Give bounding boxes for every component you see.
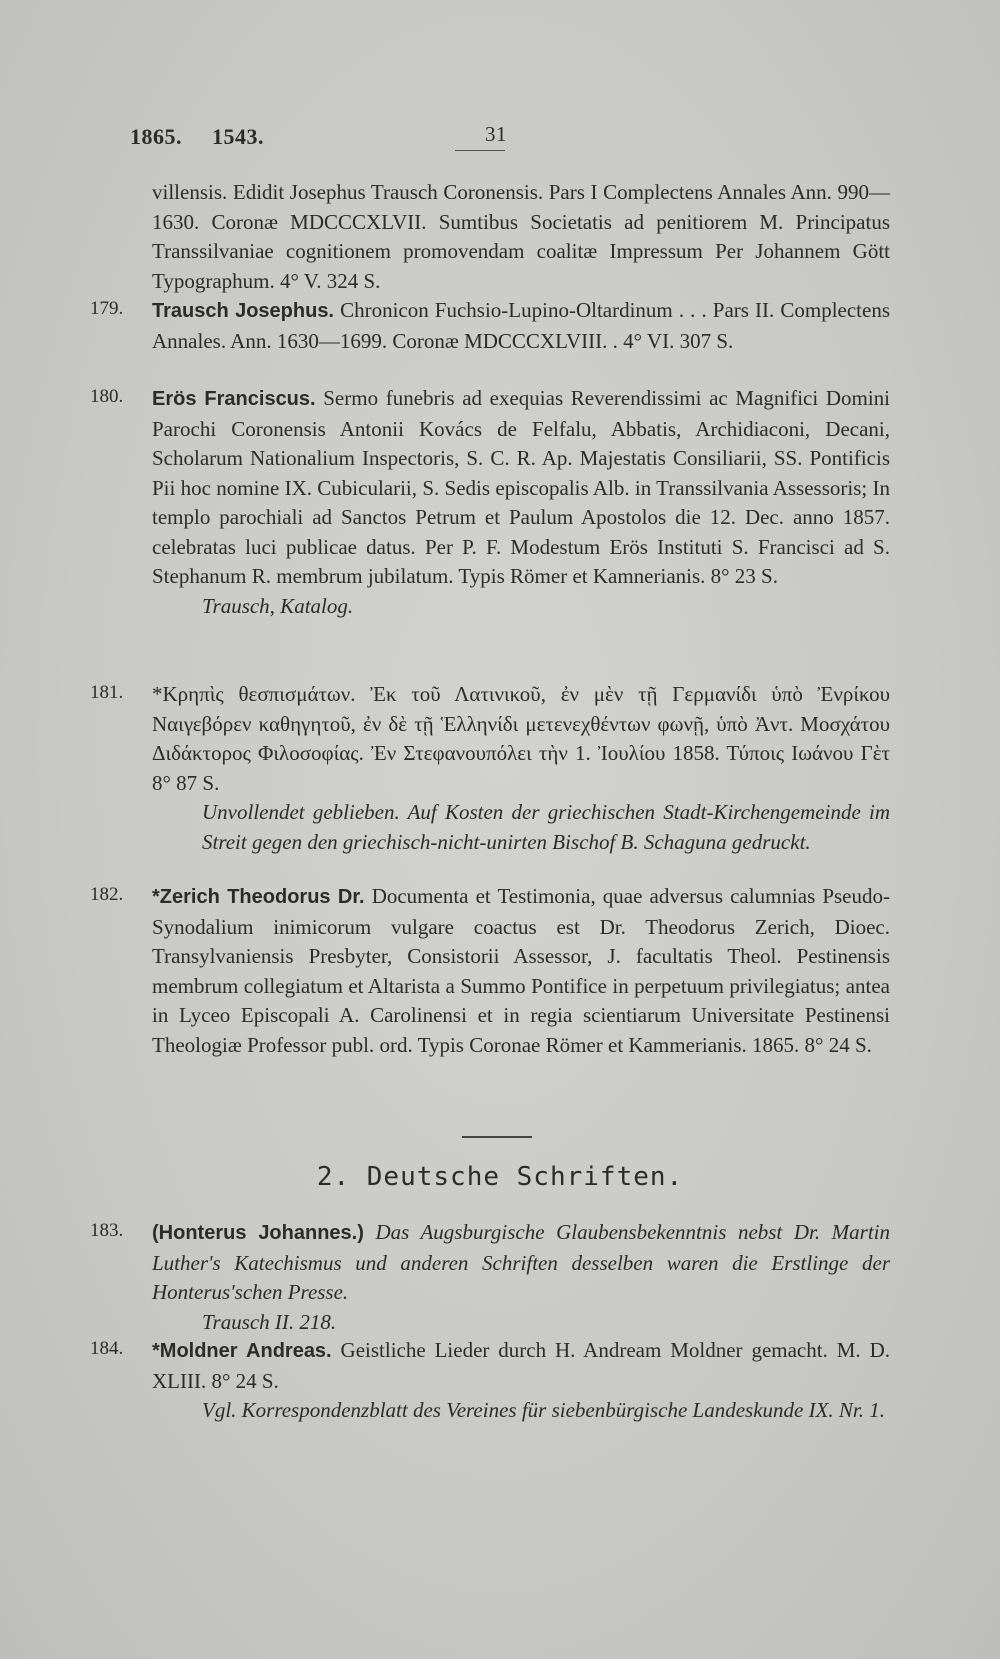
entry-note: Unvollendet geblieben. Auf Kosten der griechischen Stadt-Kirchengemeinde im Streit gegen den griechisch-nicht-unirten Bischof B. Schaguna gedruckt. [202,800,890,854]
header-rule [455,150,505,151]
entry-author: (Honterus Johannes.) [152,1222,364,1244]
entry-body [152,384,890,621]
entry-body [152,882,890,1060]
entry-number: 179. [90,298,124,319]
entry-note: Trausch, Katalog. [202,593,354,618]
page-header [130,122,507,150]
section-divider [462,1136,532,1138]
entry-number: 183. [90,1220,124,1241]
entry-author: Trausch Josephus. [152,300,334,322]
entry-text: *Κρηπὶς θεσπισμάτων. Ἐκ τοῦ Λατινικοῦ, ἐν μὲν τῇ Γερμανίδι ὑπὸ Ἐνρίκου Ναιγεβόρεν καθηγητοῦ, ἐν δὲ τῇ Ἑλληνίδι μετενεχθέντων φωνῇ, ὑπὸ Ἀντ. Μοσχάτου Διδάκτορος Φιλοσοφίας. Ἐν Στεφανουπόλει τὴν 1. Ἰουλίου 1858. Τύποις Ιωάνου Γὲτ 8° 87 S. [152,682,890,795]
entry-number: 180. [90,386,124,407]
entry-author: Erös Franciscus. [152,388,316,410]
entry-body [152,680,890,857]
entry-text: Geistliche Lieder durch H. Andream Moldner gemacht. M. D. XLIII. 8° 24 S. [152,1338,890,1393]
entry-number: 182. [90,884,124,905]
entry-text: Documenta et Testimonia, quae adversus calumnias Pseudo-Synodalium inimicorum vulgare coactus est Dr. Theodorus Zerich, Dioec. Transylvaniensis Presbyter, Consistorii Assessor, J. facultatis Theol. Pestinensis membrum collegiatum et Altarista a Summo Pontifice in perpetuum privilegiatus; antea in Lyceo Episcopali A. Carolinensi et in regia scientiarum Universitate Pestinensi Theologiæ Professor publ. ord. Typis Coronae Römer et Kammerianis. 1865. 8° 24 S. [152,884,890,1057]
entry-number: 181. [90,682,124,703]
header-year: 1865. [130,124,182,149]
entry-number: 184. [90,1338,124,1359]
page-number: 31 [485,122,507,146]
entry-body [152,296,890,356]
entry-author: *Zerich Theodorus Dr. [152,886,365,908]
entry-text: Sermo funebris ad exequias Reverendissimi ac Magnifici Domini Parochi Coronensis Antonii Kovács de Felfalu, Abbatis, Archidiaconi, Decani, Scholarum Nationalium Inspectoris, S. C. R. Ap. Majestatis Consiliarii, SS. Pontificis Pii hoc nomine IX. Cubicularii, S. Sedis episcopalis Alb. in Transsilvania Assessoris; In templo parochiali ad Sanctos Petrum et Paulum Apostolos die 12. Dec. anno 1857. celebratas luci publicae datus. Per P. F. Modestum Erös Instituti S. Francisci ad S. Stephanum R. membrum jubilatum. Typis Römer et Kamnerianis. 8° 23 S. [152,386,890,588]
entry-body [152,1336,890,1426]
section-title: 2. Deutsche Schriften. [316,1162,684,1192]
entry-text: Das Augsburgische Glaubensbekenntnis nebst Dr. Martin Luther's Katechismus und anderen Schriften desselben waren die Erstlinge der Honterus'schen Presse. [152,1220,890,1304]
header-number: 1543. [212,124,264,149]
entry-text: Chronicon Fuchsio-Lupino-Oltardinum . . . Pars II. Complectens Annales. Ann. 1630—1699. Coronæ MDCCCXLVIII. . 4° VI. 307 S. [152,298,890,353]
entry-text: villensis. Edidit Josephus Trausch Coronensis. Pars I Complectens Annales Ann. 990—1630. Coronæ MDCCCXLVII. Sumtibus Societatis ad penitiorem M. Principatus Transsilvaniae cognitionem promovendam coalitæ Impressum Per Johannem Gött Typographum. 4° V. 324 S. [152,180,890,293]
entry-body [152,1218,890,1337]
entry-note: Vgl. Korrespondenzblatt des Vereines für siebenbürgische Landeskunde IX. Nr. 1. [202,1398,886,1422]
entry-author: *Moldner Andreas. [152,1340,332,1362]
entry-note: Trausch II. 218. [202,1309,337,1334]
